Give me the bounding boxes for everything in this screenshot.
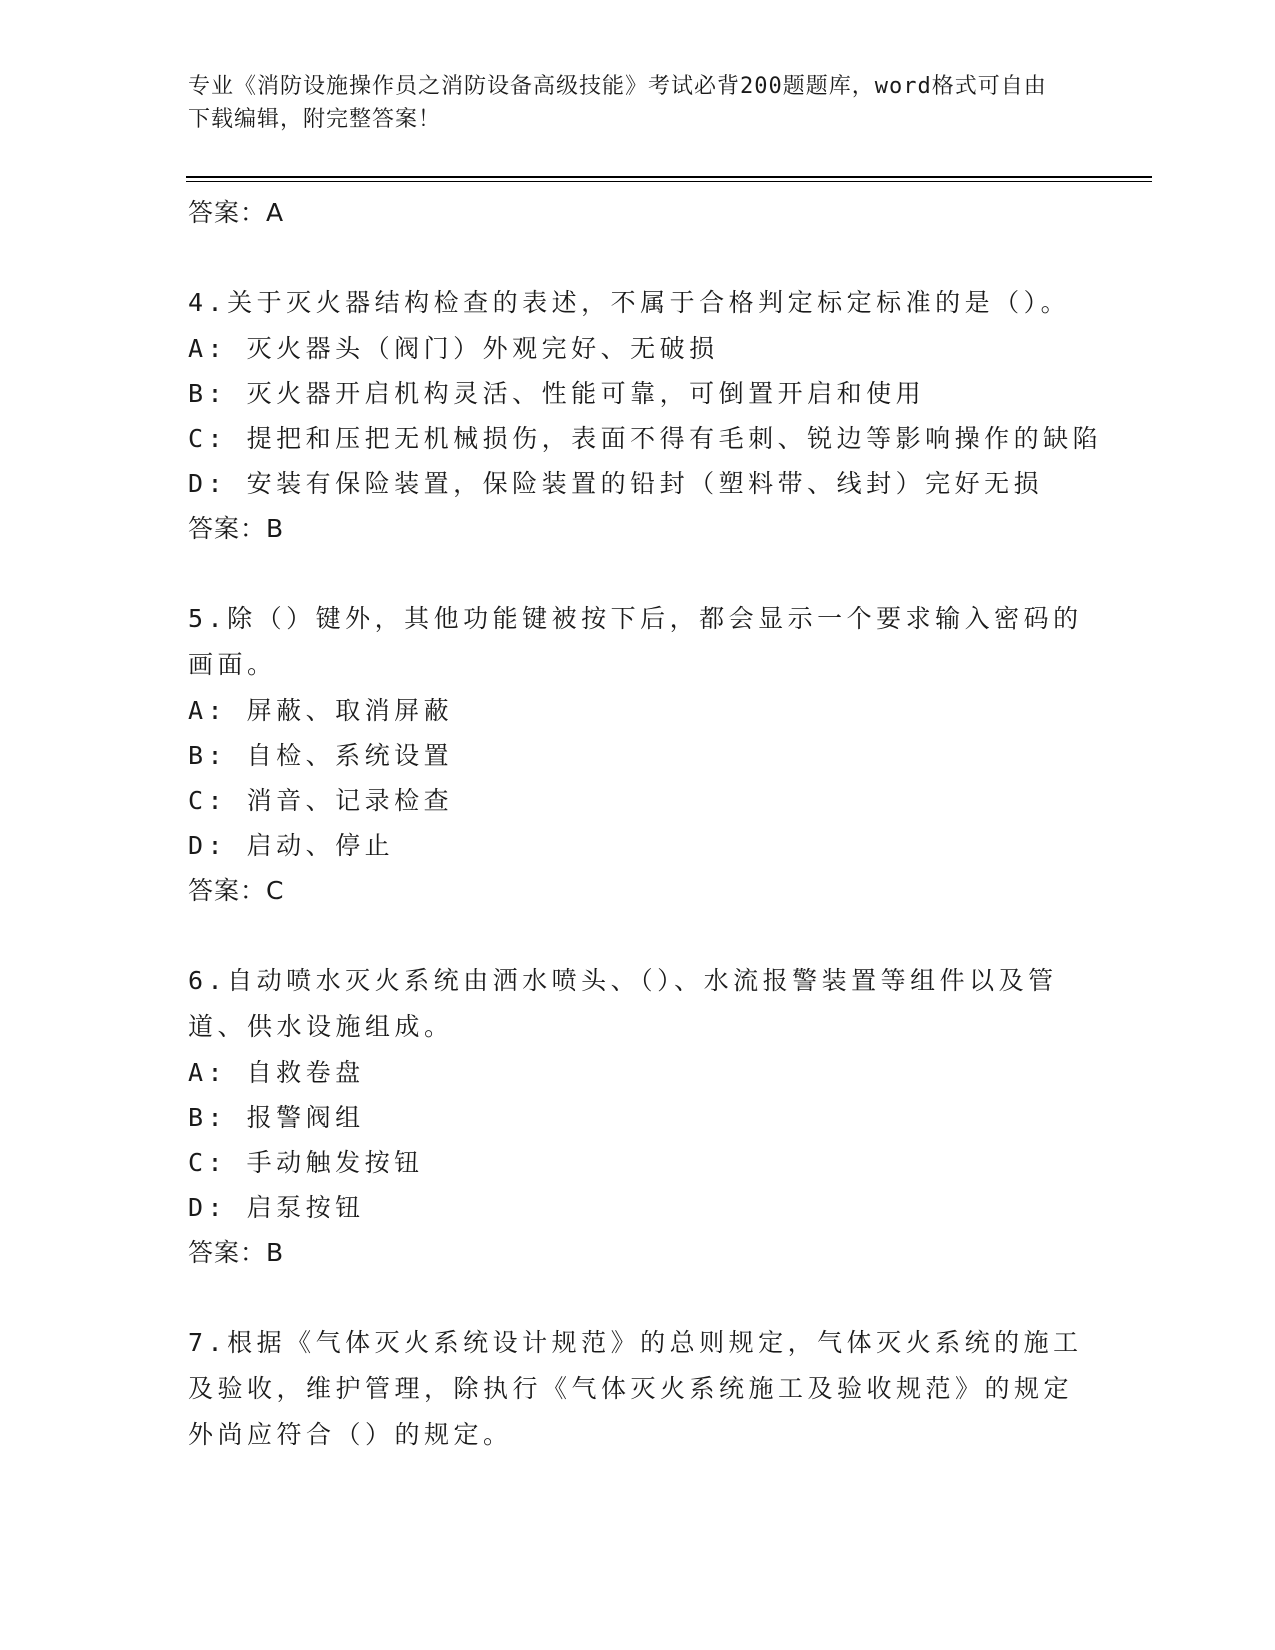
question-text: 5.除（）键外，其他功能键被按下后，都会显示一个要求输入密码的画面。: [188, 604, 1083, 679]
question-5: [188, 596, 1088, 913]
question-text: 7.根据《气体灭火系统设计规范》的总则规定，气体灭火系统的施工及验收，维护管理，除执行《气体灭火系统施工及验收规范》的规定外尚应符合（）的规定。: [188, 1328, 1083, 1449]
answer: 答案：C: [188, 876, 285, 905]
option-b: B: 自检、系统设置: [188, 741, 454, 770]
question-6: [188, 958, 1088, 1275]
previous-answer: 答案：A: [188, 198, 285, 227]
option-c: C: 消音、记录检查: [188, 786, 454, 815]
option-c: C: 手动触发按钮: [188, 1148, 424, 1177]
option-b: B: 报警阀组: [188, 1103, 365, 1132]
option-a: A: 灭火器头（阀门）外观完好、无破损: [188, 334, 719, 363]
option-d: D: 启动、停止: [188, 831, 395, 860]
answer: 答案：B: [188, 514, 285, 543]
option-c: C: 提把和压把无机械损伤，表面不得有毛刺、锐边等影响操作的缺陷: [188, 424, 1103, 453]
option-a: A: 屏蔽、取消屏蔽: [188, 696, 454, 725]
question-text: 4.关于灭火器结构检查的表述，不属于合格判定标定标准的是（）。: [188, 288, 1071, 317]
question-4: [188, 280, 1103, 551]
document-body: [188, 190, 1103, 1458]
option-d: D: 安装有保险装置，保险装置的铅封（塑料带、线封）完好无损: [188, 469, 1044, 498]
document-header: [188, 70, 1068, 136]
option-b: B: 灭火器开启机构灵活、性能可靠，可倒置开启和使用: [188, 379, 926, 408]
question-7: [188, 1320, 1088, 1458]
header-rule-thin: [186, 181, 1152, 182]
question-text: 6.自动喷水灭火系统由洒水喷头、（）、水流报警装置等组件以及管道、供水设施组成。: [188, 966, 1058, 1041]
header-text: 专业《消防设施操作员之消防设备高级技能》考试必背200题题库，word格式可自由下载编辑，附完整答案！: [188, 74, 1047, 132]
option-a: A: 自救卷盘: [188, 1058, 365, 1087]
answer: 答案：B: [188, 1238, 285, 1267]
header-rule-thick: [186, 176, 1152, 178]
option-d: D: 启泵按钮: [188, 1193, 365, 1222]
